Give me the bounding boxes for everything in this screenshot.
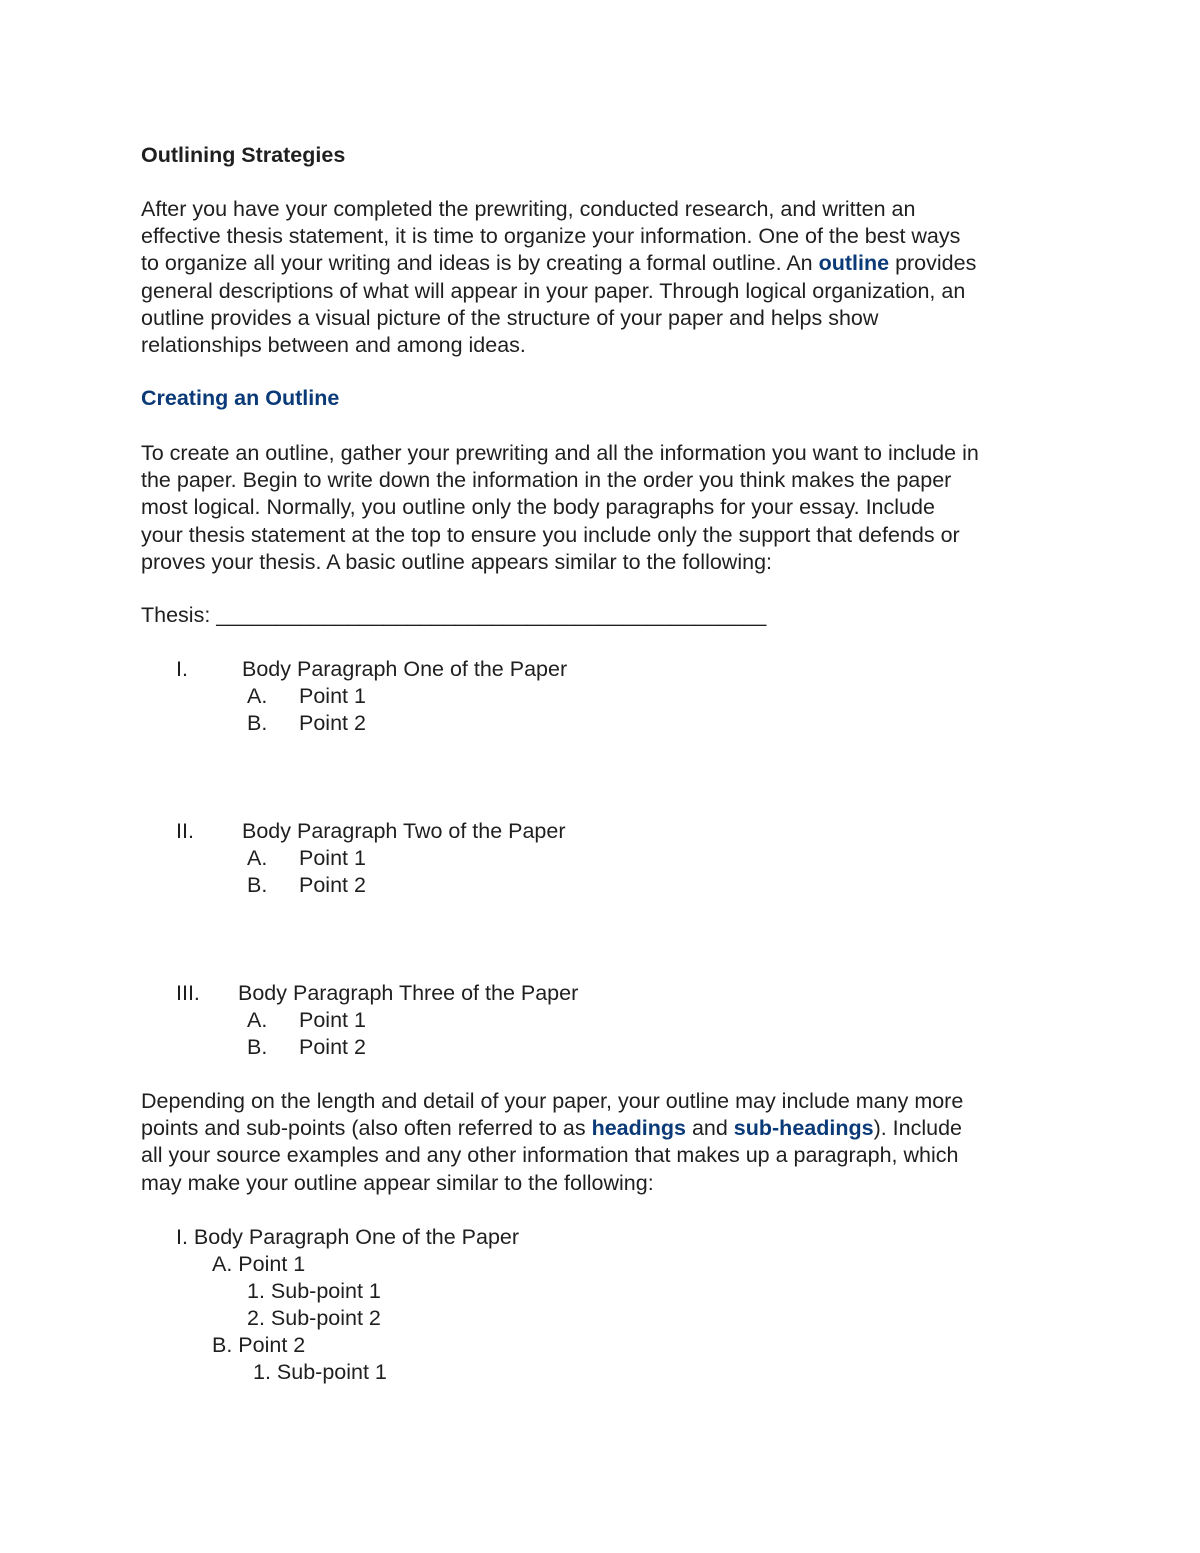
outline-numeral: II.: [176, 819, 194, 843]
outline-point-text: Point 2: [299, 873, 366, 897]
intro-line: general descriptions of what will appear in your paper. Through logical organization, an: [141, 278, 966, 303]
outline-point-letter: A.: [247, 1008, 268, 1032]
outline-point-text: Point 1: [299, 846, 366, 870]
body-line: your thesis statement at the top to ensure you include only the support that defends or: [141, 522, 960, 547]
detailed-outline-point: A. Point 1: [212, 1252, 306, 1276]
detailed-outline-subpoint: 1. Sub-point 1: [253, 1360, 387, 1384]
detail-line: Depending on the length and detail of your paper, your outline may include many more: [141, 1089, 964, 1113]
page-title: Outlining Strategies: [141, 143, 346, 167]
outline-point-text: Point 2: [299, 1035, 366, 1059]
detail-line: [141, 1115, 1071, 1142]
intro-paragraph: [141, 196, 1071, 359]
outline-point-letter: B.: [247, 873, 268, 897]
detailed-outline-subpoint: 2. Sub-point 2: [247, 1306, 381, 1330]
intro-line: effective thesis statement, it is time to organize your information. One of the best ways: [141, 224, 961, 249]
detail-text: ). Include: [873, 1116, 962, 1141]
body-line: the paper. Begin to write down the information in the order you think makes the paper: [141, 468, 952, 493]
detail-line: may make your outline appear similar to the following:: [141, 1170, 654, 1195]
outline-item-label: Body Paragraph Three of the Paper: [238, 981, 579, 1005]
outline-point-letter: A.: [247, 684, 268, 708]
outline-point-letter: B.: [247, 1035, 268, 1059]
detail-line: all your source examples and any other information that makes up a paragraph, which: [141, 1143, 959, 1168]
keyword-headings: headings: [591, 1116, 686, 1141]
outline-item-label: Body Paragraph Two of the Paper: [242, 819, 566, 843]
outline-item-label: Body Paragraph One of the Paper: [242, 657, 568, 681]
detailed-outline-subpoint: 1. Sub-point 1: [247, 1279, 381, 1303]
intro-line: outline provides a visual picture of the structure of your paper and helps show: [141, 305, 879, 330]
intro-line: relationships between and among ideas.: [141, 333, 526, 358]
body-line: most logical. Normally, you outline only the body paragraphs for your essay. Include: [141, 495, 935, 520]
detailed-outline-point: B. Point 2: [212, 1333, 306, 1357]
body-line: To create an outline, gather your prewriting and all the information you want to include in: [141, 441, 979, 465]
body-line: proves your thesis. A basic outline appears similar to the following:: [141, 549, 772, 574]
body-paragraph: [141, 440, 1071, 576]
keyword-outline: outline: [818, 251, 890, 276]
thesis-line: Thesis: ______________________________________________: [141, 603, 767, 627]
outline-point-text: Point 1: [299, 684, 366, 708]
outline-point-letter: B.: [247, 711, 268, 735]
intro-text: to organize all your writing and ideas is by creating a formal outline. An: [141, 251, 819, 276]
outline-point-text: Point 2: [299, 711, 366, 735]
outline-numeral: I.: [176, 657, 188, 681]
intro-line: [141, 250, 1071, 277]
intro-line: After you have your completed the prewriting, conducted research, and written an: [141, 197, 916, 221]
outline-numeral: III.: [176, 981, 200, 1005]
outline-point-letter: A.: [247, 846, 268, 870]
keyword-sub-headings: sub-headings: [733, 1116, 874, 1141]
detail-text: points and sub-points (also often referred to as: [141, 1116, 592, 1141]
outline-point-text: Point 1: [299, 1008, 366, 1032]
detailed-outline-item: I. Body Paragraph One of the Paper: [176, 1225, 520, 1249]
detail-text: and: [685, 1116, 734, 1141]
intro-text: provides: [889, 251, 977, 276]
detail-paragraph: [141, 1088, 1071, 1197]
section-heading: Creating an Outline: [141, 386, 340, 410]
